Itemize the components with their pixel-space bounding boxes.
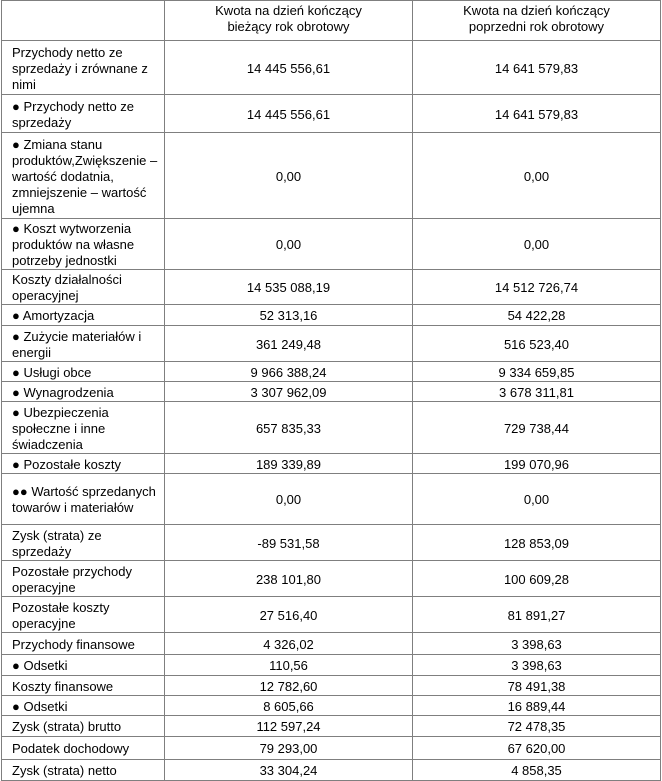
- row-previous-value: 16 889,44: [413, 696, 661, 716]
- table-row: [2, 402, 661, 454]
- row-label: Zysk (strata) ze sprzedaży: [2, 525, 165, 561]
- row-label: Zysk (strata) brutto: [2, 716, 165, 737]
- row-current-value: 3 307 962,09: [165, 382, 413, 402]
- row-previous-value: 3 398,63: [413, 633, 661, 655]
- row-current-value: 52 313,16: [165, 305, 413, 326]
- row-label: ● Zużycie materiałów i energii: [2, 326, 165, 362]
- table-row: [2, 655, 661, 676]
- row-label: Koszty działalności operacyjnej: [2, 270, 165, 305]
- row-current-value: 0,00: [165, 474, 413, 525]
- row-label: ● Wynagrodzenia: [2, 382, 165, 402]
- row-current-value: 189 339,89: [165, 454, 413, 474]
- row-previous-value: 67 620,00: [413, 737, 661, 760]
- table-row: [2, 219, 661, 270]
- table-row: [2, 41, 661, 95]
- row-previous-value: 100 609,28: [413, 561, 661, 597]
- table-row: [2, 676, 661, 696]
- table-row: [2, 633, 661, 655]
- row-previous-value: 4 858,35: [413, 760, 661, 781]
- header-corner-cell: [2, 1, 165, 41]
- row-previous-value: 0,00: [413, 219, 661, 270]
- row-current-value: 14 535 088,19: [165, 270, 413, 305]
- row-current-value: 14 445 556,61: [165, 95, 413, 133]
- row-previous-value: 72 478,35: [413, 716, 661, 737]
- row-previous-value: 3 678 311,81: [413, 382, 661, 402]
- row-current-value: 657 835,33: [165, 402, 413, 454]
- row-current-value: 0,00: [165, 133, 413, 219]
- row-previous-value: 516 523,40: [413, 326, 661, 362]
- row-current-value: -89 531,58: [165, 525, 413, 561]
- row-previous-value: 9 334 659,85: [413, 362, 661, 382]
- row-current-value: 27 516,40: [165, 597, 413, 633]
- table-row: [2, 561, 661, 597]
- row-label: ● Pozostałe koszty: [2, 454, 165, 474]
- row-current-value: 4 326,02: [165, 633, 413, 655]
- row-label: Podatek dochodowy: [2, 737, 165, 760]
- header-previous-year: Kwota na dzień kończący poprzedni rok obrotowy: [413, 1, 661, 41]
- table-body: [2, 41, 661, 781]
- table-row: [2, 737, 661, 760]
- table-row: [2, 696, 661, 716]
- row-previous-value: 0,00: [413, 133, 661, 219]
- row-label: ● Zmiana stanu produktów,Zwiększenie – wartość dodatnia, zmniejszenie – wartość ujemna: [2, 133, 165, 219]
- row-label: ● Amortyzacja: [2, 305, 165, 326]
- row-label: ● Koszt wytworzenia produktów na własne potrzeby jednostki: [2, 219, 165, 270]
- row-label: ● Odsetki: [2, 655, 165, 676]
- table-row: [2, 454, 661, 474]
- table-row: [2, 95, 661, 133]
- row-label: ● Usługi obce: [2, 362, 165, 382]
- row-current-value: 110,56: [165, 655, 413, 676]
- row-previous-value: 78 491,38: [413, 676, 661, 696]
- row-label: Przychody finansowe: [2, 633, 165, 655]
- row-previous-value: 729 738,44: [413, 402, 661, 454]
- row-previous-value: 14 641 579,83: [413, 41, 661, 95]
- row-previous-value: 14 641 579,83: [413, 95, 661, 133]
- table-row: [2, 474, 661, 525]
- row-previous-value: 81 891,27: [413, 597, 661, 633]
- row-current-value: 8 605,66: [165, 696, 413, 716]
- row-label: Koszty finansowe: [2, 676, 165, 696]
- row-current-value: 14 445 556,61: [165, 41, 413, 95]
- table-row: [2, 525, 661, 561]
- row-current-value: 361 249,48: [165, 326, 413, 362]
- row-label: Pozostałe koszty operacyjne: [2, 597, 165, 633]
- table-row: [2, 760, 661, 781]
- row-label: Zysk (strata) netto: [2, 760, 165, 781]
- row-current-value: 0,00: [165, 219, 413, 270]
- row-label: ● Przychody netto ze sprzedaży: [2, 95, 165, 133]
- row-current-value: 79 293,00: [165, 737, 413, 760]
- header-row: [2, 1, 661, 41]
- row-previous-value: 128 853,09: [413, 525, 661, 561]
- table-row: [2, 716, 661, 737]
- table-row: [2, 382, 661, 402]
- table-row: [2, 133, 661, 219]
- table-row: [2, 305, 661, 326]
- row-previous-value: 199 070,96: [413, 454, 661, 474]
- row-label: ● Ubezpieczenia społeczne i inne świadczenia: [2, 402, 165, 454]
- row-current-value: 33 304,24: [165, 760, 413, 781]
- table-row: [2, 597, 661, 633]
- row-previous-value: 14 512 726,74: [413, 270, 661, 305]
- row-current-value: 112 597,24: [165, 716, 413, 737]
- row-previous-value: 3 398,63: [413, 655, 661, 676]
- row-label: Pozostałe przychody operacyjne: [2, 561, 165, 597]
- table-row: [2, 326, 661, 362]
- table-row: [2, 270, 661, 305]
- row-previous-value: 54 422,28: [413, 305, 661, 326]
- table-row: [2, 362, 661, 382]
- row-current-value: 9 966 388,24: [165, 362, 413, 382]
- row-label: Przychody netto ze sprzedaży i zrównane z nimi: [2, 41, 165, 95]
- row-current-value: 12 782,60: [165, 676, 413, 696]
- row-current-value: 238 101,80: [165, 561, 413, 597]
- row-label: ● Odsetki: [2, 696, 165, 716]
- header-current-year: Kwota na dzień kończący bieżący rok obrotowy: [165, 1, 413, 41]
- row-label: ●● Wartość sprzedanych towarów i materiałów: [2, 474, 165, 525]
- row-previous-value: 0,00: [413, 474, 661, 525]
- income-statement-table: [1, 0, 661, 781]
